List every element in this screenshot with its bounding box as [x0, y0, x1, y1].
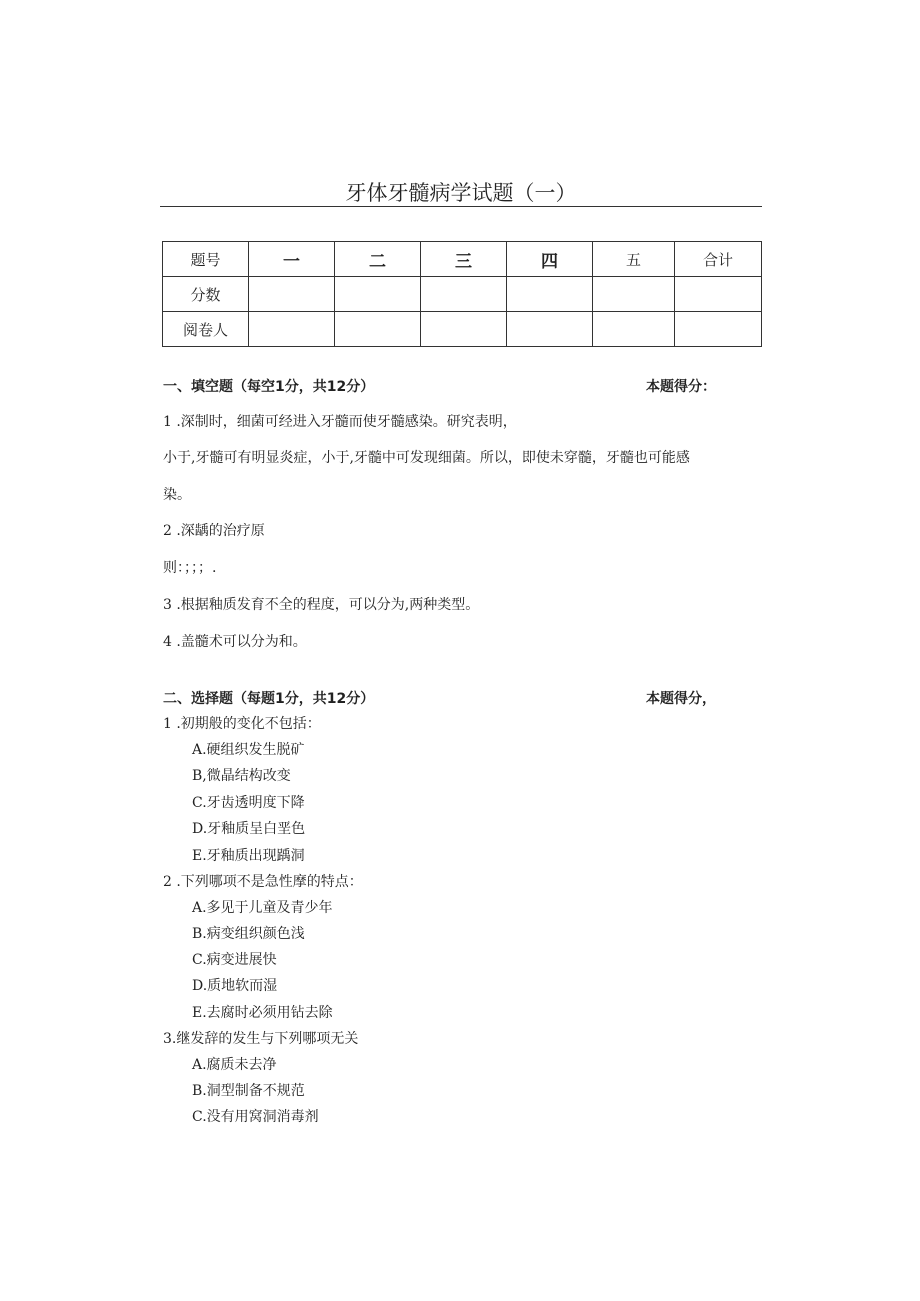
section1-line: 染。: [163, 487, 191, 503]
score-cell[interactable]: [675, 277, 762, 312]
answer-option[interactable]: C.没有用窝洞消毒剂: [192, 1109, 319, 1125]
header-cell-total: 合计: [675, 242, 762, 277]
header-cell-3: 三: [421, 242, 507, 277]
grader-cell[interactable]: [335, 312, 421, 347]
answer-option[interactable]: E.去腐时必须用钻去除: [192, 1005, 333, 1021]
section1-heading: 一、填空题（每空1分，共12分）: [163, 379, 375, 395]
question-stem: 1 .初期般的变化不包括：: [163, 716, 321, 732]
section1-score-label: 本题得分：: [646, 379, 716, 395]
section1-line: 小于,牙髓可有明显炎症，小于,牙髓中可发现细菌。所以，即使未穿髓，牙髓也可能感: [163, 450, 690, 466]
answer-option[interactable]: B.病变组织颜色浅: [192, 926, 305, 942]
grader-cell[interactable]: [593, 312, 675, 347]
header-cell-4: 四: [507, 242, 593, 277]
title-underline: [160, 206, 762, 207]
section1-line: 2 .深龋的治疗原: [163, 523, 265, 539]
score-table-header-row: [163, 242, 762, 277]
score-cell[interactable]: [249, 277, 335, 312]
header-cell-5: 五: [593, 242, 675, 277]
score-table: [162, 241, 762, 347]
score-cell[interactable]: [335, 277, 421, 312]
grader-cell[interactable]: [675, 312, 762, 347]
section1-line: 则：；；；.: [163, 560, 217, 576]
score-cell[interactable]: [421, 277, 507, 312]
answer-option[interactable]: B,微晶结构改变: [192, 768, 291, 784]
section2-heading: 二、选择题（每题1分，共12分）: [163, 691, 375, 707]
grader-cell[interactable]: [249, 312, 335, 347]
grader-row: [163, 312, 762, 347]
score-cell[interactable]: [593, 277, 675, 312]
header-cell-1: 一: [249, 242, 335, 277]
answer-option[interactable]: A.硬组织发生脱矿: [192, 742, 305, 758]
grader-cell[interactable]: [421, 312, 507, 347]
score-row: [163, 277, 762, 312]
answer-option[interactable]: E.牙釉质出现踽洞: [192, 848, 305, 864]
exam-title: 牙体牙髓病学试题（一）: [345, 181, 577, 205]
answer-option[interactable]: C.牙齿透明度下降: [192, 795, 305, 811]
section1-line: 4 .盖髓术可以分为和。: [163, 634, 307, 650]
answer-option[interactable]: D.质地软而湿: [192, 978, 278, 994]
answer-option[interactable]: A.腐质未去净: [192, 1057, 277, 1073]
score-cell[interactable]: [507, 277, 593, 312]
answer-option[interactable]: D.牙釉质呈白垩色: [192, 821, 306, 837]
header-cell-2: 二: [335, 242, 421, 277]
header-cell-label: 题号: [163, 242, 249, 277]
question-stem: 3.继发辞的发生与下列哪项无关: [163, 1031, 359, 1047]
section1-line: 3 .根据釉质发育不全的程度，可以分为,两种类型。: [163, 597, 480, 613]
question-stem: 2 .下列哪项不是急性摩的特点：: [163, 874, 363, 890]
answer-option[interactable]: C.病变进展快: [192, 952, 277, 968]
answer-option[interactable]: A.多见于儿童及青少年: [192, 900, 333, 916]
grader-cell[interactable]: [507, 312, 593, 347]
answer-option[interactable]: B.洞型制备不规范: [192, 1083, 305, 1099]
grader-row-label: 阅卷人: [163, 312, 249, 347]
section1-line: 1 .深制时，细菌可经进入牙髓而使牙髓感染。研究表明，: [163, 414, 517, 430]
score-row-label: 分数: [163, 277, 249, 312]
section2-score-label: 本题得分，: [646, 691, 716, 707]
